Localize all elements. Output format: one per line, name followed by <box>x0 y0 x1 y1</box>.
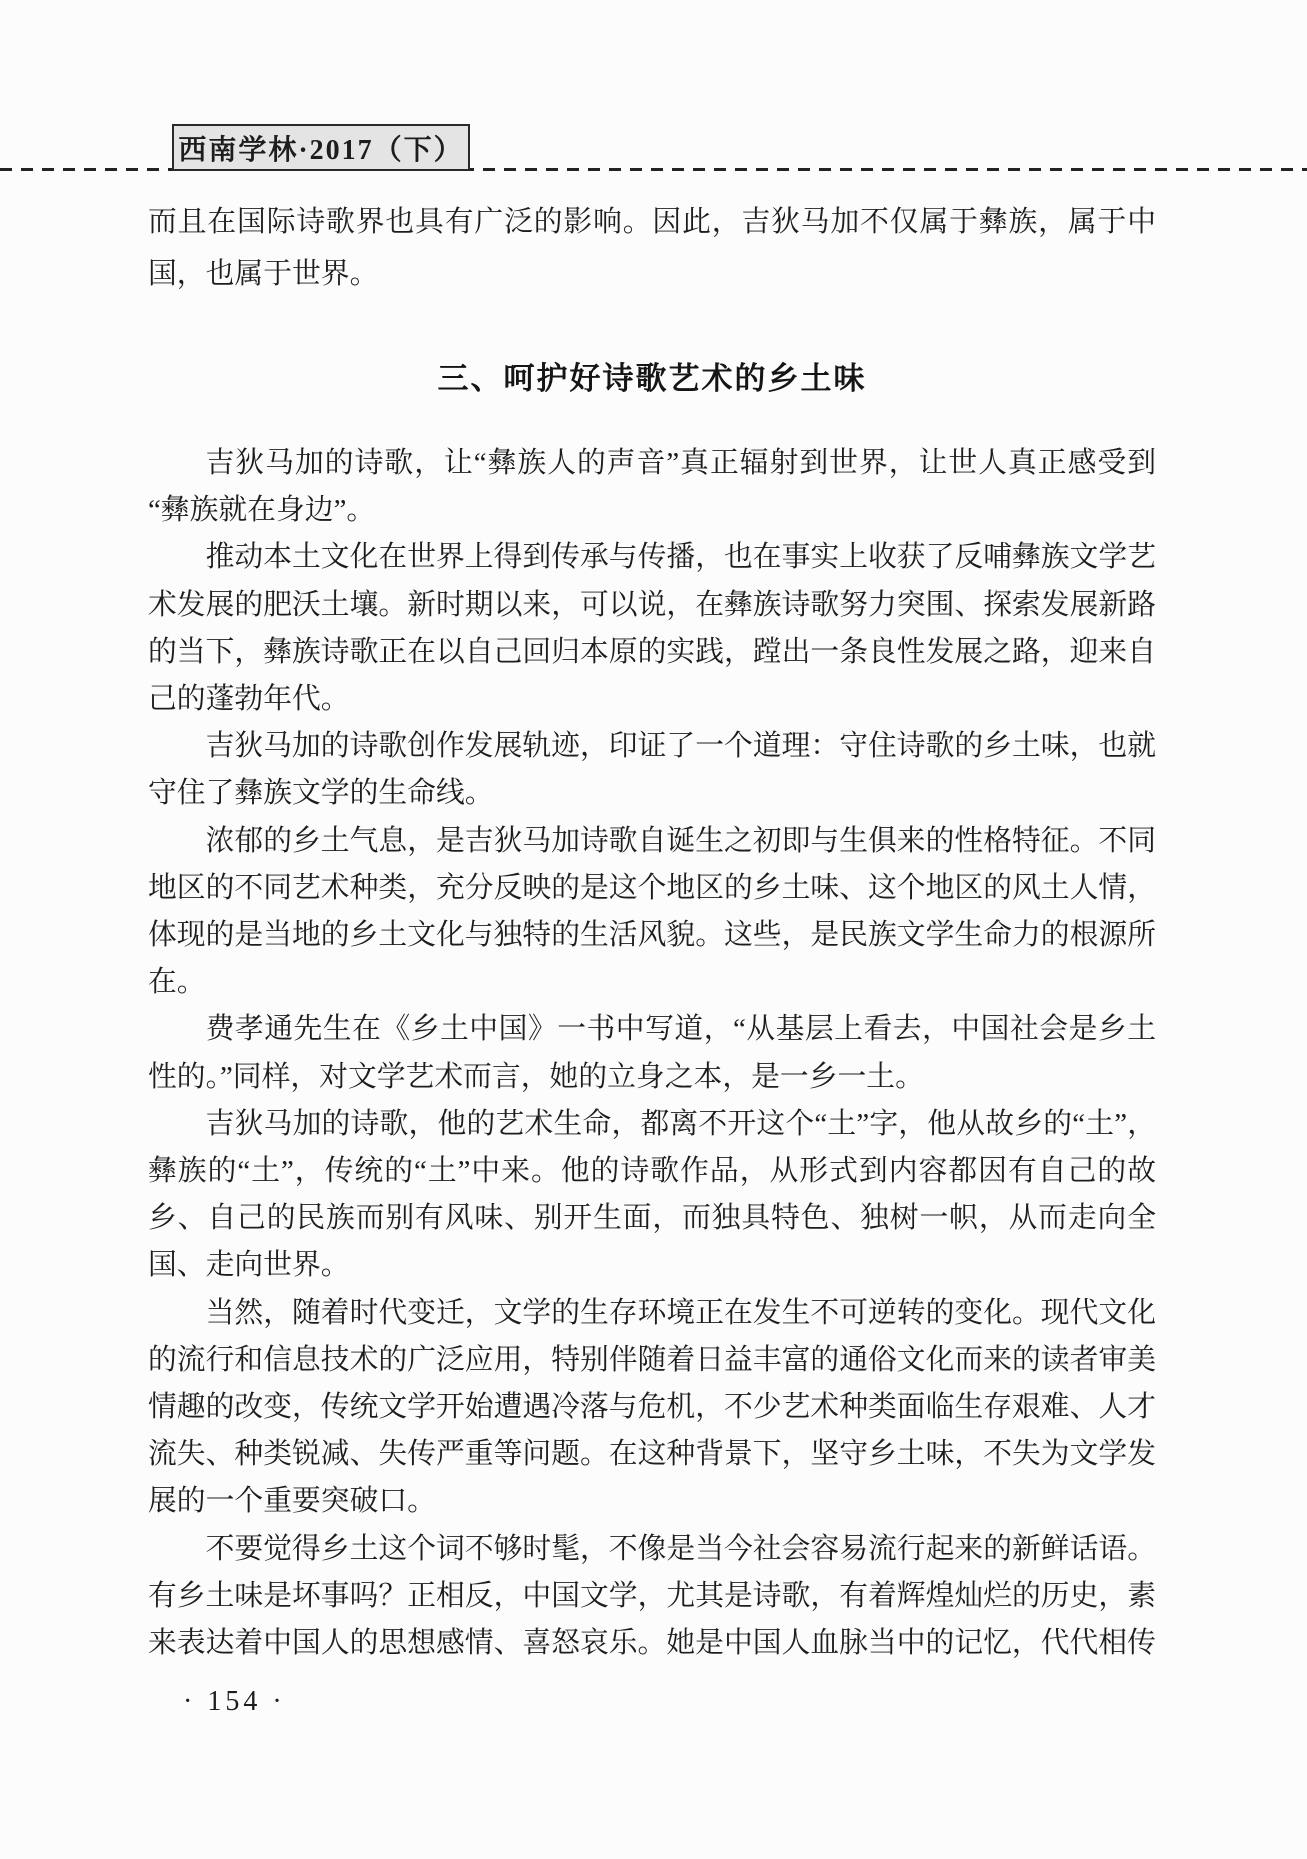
body-paragraph-5: 费孝通先生在《乡土中国》一书中写道，“从基层上看去，中国社会是乡土性的。”同样，对文学艺术而言，她的立身之本，是一乡一土。 <box>148 1013 1156 1093</box>
page-number: · 154 · <box>183 1686 286 1717</box>
body-paragraph-2: 推动本土文化在世界上得到传承与传播，也在事实上收获了反哺彝族文学艺术发展的肥沃土壤。新时期以来，可以说，在彝族诗歌努力突围、探索发展新路的当下，彝族诗歌正在以自己回归本原的实践，蹚出一条良性发展之路，迎来自己的蓬勃年代。 <box>148 541 1156 716</box>
section-heading: 三、呵护好诗歌艺术的乡土味 <box>437 361 867 396</box>
body-paragraph-1: 吉狄马加的诗歌，让“彝族人的声音”真正辐射到世界，让世人真正感受到“彝族就在身边”。 <box>148 447 1156 527</box>
running-header-box <box>172 124 470 171</box>
continuation-paragraph: 而且在国际诗歌界也具有广泛的影响。因此，吉狄马加不仅属于彝族，属于中国，也属于世界。 <box>148 206 1156 290</box>
body-paragraph-6: 吉狄马加的诗歌，他的艺术生命，都离不开这个“土”字，他从故乡的“土”，彝族的“土”，传统的“土”中来。他的诗歌作品，从形式到内容都因有自己的故乡、自己的民族而别有风味、别开生面，而独具特色、独树一帜，从而走向全国、走向世界。 <box>148 1107 1156 1282</box>
running-header-label: 西南学林·2017（下） <box>178 134 464 166</box>
body-paragraph-7: 当然，随着时代变迁，文学的生存环境正在发生不可逆转的变化。现代文化的流行和信息技术的广泛应用，特别伴随着日益丰富的通俗文化而来的读者审美情趣的改变，传统文学开始遭遇冷落与危机，不少艺术种类面临生存艰难、人才流失、种类锐减、失传严重等问题。在这种背景下，坚守乡土味，不失为文学发展的一个重要突破口。 <box>148 1296 1156 1518</box>
body-paragraph-3: 吉狄马加的诗歌创作发展轨迹，印证了一个道理：守住诗歌的乡土味，也就守住了彝族文学的生命线。 <box>148 730 1156 810</box>
body-paragraph-8: 不要觉得乡土这个词不够时髦，不像是当今社会容易流行起来的新鲜话语。有乡土味是坏事吗？正相反，中国文学，尤其是诗歌，有着辉煌灿烂的历史，素来表达着中国人的思想感情、喜怒哀乐。她是中国人血脉当中的记忆，代代相传 <box>148 1532 1156 1660</box>
body-paragraph-4: 浓郁的乡土气息，是吉狄马加诗歌自诞生之初即与生俱来的性格特征。不同地区的不同艺术种类，充分反映的是这个地区的乡土味、这个地区的风土人情，体现的是当地的乡土文化与独特的生活风貌。这些，是民族文学生命力的根源所在。 <box>148 824 1156 999</box>
text-column <box>148 196 1156 1667</box>
